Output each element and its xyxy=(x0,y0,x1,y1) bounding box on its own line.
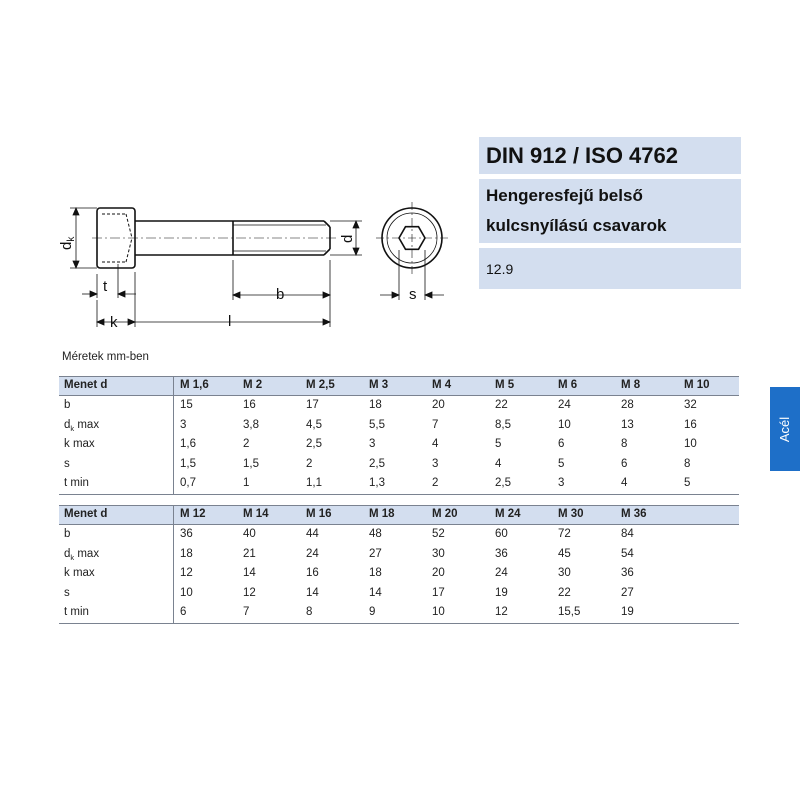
row-label xyxy=(64,525,70,544)
column-divider xyxy=(173,603,174,623)
table-cell: 1,1 xyxy=(306,477,322,489)
table-cell: 7 xyxy=(243,606,250,618)
dim-label-s: s xyxy=(409,286,417,303)
table-cell: 14 xyxy=(369,586,382,599)
table-row xyxy=(59,435,739,455)
table-cell: 12 xyxy=(495,606,508,618)
table-row xyxy=(59,416,739,436)
table-cell: 10 xyxy=(558,418,571,431)
product-name-line1: Hengeresfejű belső xyxy=(486,186,643,205)
row-label xyxy=(64,603,89,622)
size-header-cell: M 36 xyxy=(621,508,647,520)
size-header-cell: M 5 xyxy=(495,379,515,391)
size-header-cell: M 20 xyxy=(432,508,458,520)
table-cell: 8 xyxy=(621,438,628,450)
table-cell: 5,5 xyxy=(369,418,385,431)
table-cell: 36 xyxy=(621,567,634,579)
table-cell: 36 xyxy=(180,528,193,540)
row-label-text: b xyxy=(64,528,71,540)
table-cell: 7 xyxy=(432,418,439,431)
table-cell: 16 xyxy=(306,567,319,579)
table-cell: 3 xyxy=(180,418,187,431)
table-cell: 6 xyxy=(558,438,565,450)
table-bottom-rule xyxy=(59,494,739,495)
table-cell: 1,5 xyxy=(180,457,196,470)
table-cell: 18 xyxy=(369,399,382,411)
table-cell: 2,5 xyxy=(369,457,385,470)
table-bottom-rule xyxy=(59,623,739,624)
table-cell: 10 xyxy=(684,438,697,450)
table-cell: 1,5 xyxy=(243,457,259,470)
dim-label-d: d xyxy=(339,234,356,243)
size-header-cell: M 1,6 xyxy=(180,379,209,391)
row-label xyxy=(64,396,70,415)
header-label: Menet d xyxy=(64,379,108,391)
size-header-cell: M 2,5 xyxy=(306,379,335,391)
header-label: Menet d xyxy=(64,508,108,520)
table-cell: 27 xyxy=(621,586,634,599)
row-label-subscript: k xyxy=(70,423,75,433)
column-divider xyxy=(173,584,174,604)
table-row xyxy=(59,564,739,584)
size-header-cell: M 16 xyxy=(306,508,332,520)
dimension-table-1 xyxy=(59,376,739,495)
table-cell: 6 xyxy=(621,457,628,470)
row-label-text: d xyxy=(64,418,71,431)
table-cell: 20 xyxy=(432,567,445,579)
column-divider xyxy=(173,525,174,545)
table-cell: 3 xyxy=(369,438,376,450)
strength-grade xyxy=(479,248,741,289)
table-cell: 5 xyxy=(495,438,502,450)
table-cell: 44 xyxy=(306,528,319,540)
size-header-cell: M 24 xyxy=(495,508,521,520)
table-cell: 6 xyxy=(180,606,187,618)
table-cell: 20 xyxy=(432,399,445,411)
table-cell: 16 xyxy=(684,418,697,431)
table-cell: 1 xyxy=(243,477,250,489)
row-label-text: t min xyxy=(64,606,89,618)
dim-label-t: t xyxy=(103,278,108,295)
table-cell: 2,5 xyxy=(306,438,322,450)
table-cell: 24 xyxy=(495,567,508,579)
table-cell: 14 xyxy=(243,567,256,579)
row-label xyxy=(64,584,70,603)
size-header-cell: M 30 xyxy=(558,508,584,520)
table-cell: 24 xyxy=(306,547,319,560)
table-cell: 9 xyxy=(369,606,376,618)
screw-technical-drawing xyxy=(40,180,460,340)
table-cell: 21 xyxy=(243,547,256,560)
standard-title-text: DIN 912 / ISO 4762 xyxy=(486,142,678,168)
table-cell: 15,5 xyxy=(558,606,581,618)
column-divider xyxy=(173,377,174,395)
row-label-text: b xyxy=(64,399,71,411)
size-header-cell: M 3 xyxy=(369,379,389,391)
product-name xyxy=(479,179,741,243)
table-cell: 2 xyxy=(306,457,313,470)
size-header-cell: M 8 xyxy=(621,379,641,391)
table-cell: 3 xyxy=(432,457,439,470)
table-cell: 30 xyxy=(558,567,571,579)
column-divider xyxy=(173,396,174,416)
units-caption: Méretek mm-ben xyxy=(62,351,149,363)
material-side-tab[interactable] xyxy=(770,387,800,471)
table-cell: 12 xyxy=(243,586,256,599)
table-row xyxy=(59,525,739,545)
column-divider xyxy=(173,506,174,524)
dim-label-dk: $d_k$ xyxy=(58,236,77,250)
table-cell: 48 xyxy=(369,528,382,540)
column-divider xyxy=(173,455,174,475)
table-cell: 19 xyxy=(621,606,634,618)
table-row xyxy=(59,396,739,416)
table-cell: 30 xyxy=(432,547,445,560)
table-cell: 3,8 xyxy=(243,418,259,431)
table-cell: 32 xyxy=(684,399,697,411)
table-cell: 24 xyxy=(558,399,571,411)
table-cell: 4,5 xyxy=(306,418,322,431)
table-cell: 28 xyxy=(621,399,634,411)
table-cell: 60 xyxy=(495,528,508,540)
table-cell: 10 xyxy=(432,606,445,618)
table-cell: 45 xyxy=(558,547,571,560)
table-cell: 4 xyxy=(621,477,628,489)
size-header-cell: M 4 xyxy=(432,379,452,391)
table-cell: 4 xyxy=(432,438,439,450)
row-label-subscript: k xyxy=(70,552,75,562)
strength-grade-text: 12.9 xyxy=(486,260,514,277)
size-header-cell: M 2 xyxy=(243,379,263,391)
table-cell: 27 xyxy=(369,547,382,560)
row-label-text: t min xyxy=(64,477,89,489)
table-cell: 3 xyxy=(558,477,565,489)
table-cell: 19 xyxy=(495,586,508,599)
table-cell: 4 xyxy=(495,457,502,470)
row-label-text: s xyxy=(64,457,70,470)
row-label-text: k max xyxy=(64,438,95,450)
row-label-text: d xyxy=(64,547,71,560)
column-divider xyxy=(173,545,174,565)
material-side-tab-label: Acél xyxy=(777,416,793,442)
row-label xyxy=(64,435,95,454)
table-cell: 8 xyxy=(306,606,313,618)
size-header-cell: M 14 xyxy=(243,508,269,520)
table-cell: 10 xyxy=(180,586,193,599)
standard-title xyxy=(479,137,741,174)
table-cell: 17 xyxy=(306,399,319,411)
table-row xyxy=(59,455,739,475)
table-cell: 8 xyxy=(684,457,691,470)
table-header-row xyxy=(59,376,739,396)
table-cell: 15 xyxy=(180,399,193,411)
table-cell: 1,6 xyxy=(180,438,196,450)
table-row xyxy=(59,474,739,494)
row-label xyxy=(64,455,70,474)
table-row xyxy=(59,545,739,565)
dim-label-b: b xyxy=(276,286,285,303)
table-cell: 36 xyxy=(495,547,508,560)
row-label-suffix: max xyxy=(74,547,100,560)
table-row xyxy=(59,603,739,623)
dim-label-l: l xyxy=(228,313,232,330)
table-row xyxy=(59,584,739,604)
column-divider xyxy=(173,474,174,494)
table-cell: 5 xyxy=(558,457,565,470)
table-cell: 18 xyxy=(369,567,382,579)
row-label xyxy=(64,474,89,493)
row-label-suffix: max xyxy=(74,418,100,431)
dim-label-k: k xyxy=(110,314,118,331)
size-header-cell: M 6 xyxy=(558,379,578,391)
table-cell: 8,5 xyxy=(495,418,511,431)
row-label-text: k max xyxy=(64,567,95,579)
table-cell: 16 xyxy=(243,399,256,411)
size-header-cell: M 12 xyxy=(180,508,206,520)
column-divider xyxy=(173,564,174,584)
table-cell: 14 xyxy=(306,586,319,599)
table-cell: 84 xyxy=(621,528,634,540)
size-header-cell: M 10 xyxy=(684,379,710,391)
table-cell: 22 xyxy=(495,399,508,411)
table-cell: 13 xyxy=(621,418,634,431)
table-cell: 18 xyxy=(180,547,193,560)
product-name-line2: kulcsnyílású csavarok xyxy=(486,216,667,235)
table-cell: 0,7 xyxy=(180,477,196,489)
table-cell: 52 xyxy=(432,528,445,540)
table-cell: 2,5 xyxy=(495,477,511,489)
table-cell: 72 xyxy=(558,528,571,540)
table-cell: 5 xyxy=(684,477,691,489)
table-cell: 1,3 xyxy=(369,477,385,489)
table-cell: 12 xyxy=(180,567,193,579)
dimension-table-2 xyxy=(59,505,739,624)
column-divider xyxy=(173,416,174,436)
row-label xyxy=(64,564,95,583)
row-label-text: s xyxy=(64,586,70,599)
table-cell: 17 xyxy=(432,586,445,599)
table-header-row xyxy=(59,505,739,525)
table-cell: 2 xyxy=(432,477,439,489)
column-divider xyxy=(173,435,174,455)
table-cell: 2 xyxy=(243,438,250,450)
table-cell: 54 xyxy=(621,547,634,560)
size-header-cell: M 18 xyxy=(369,508,395,520)
table-cell: 40 xyxy=(243,528,256,540)
table-cell: 22 xyxy=(558,586,571,599)
